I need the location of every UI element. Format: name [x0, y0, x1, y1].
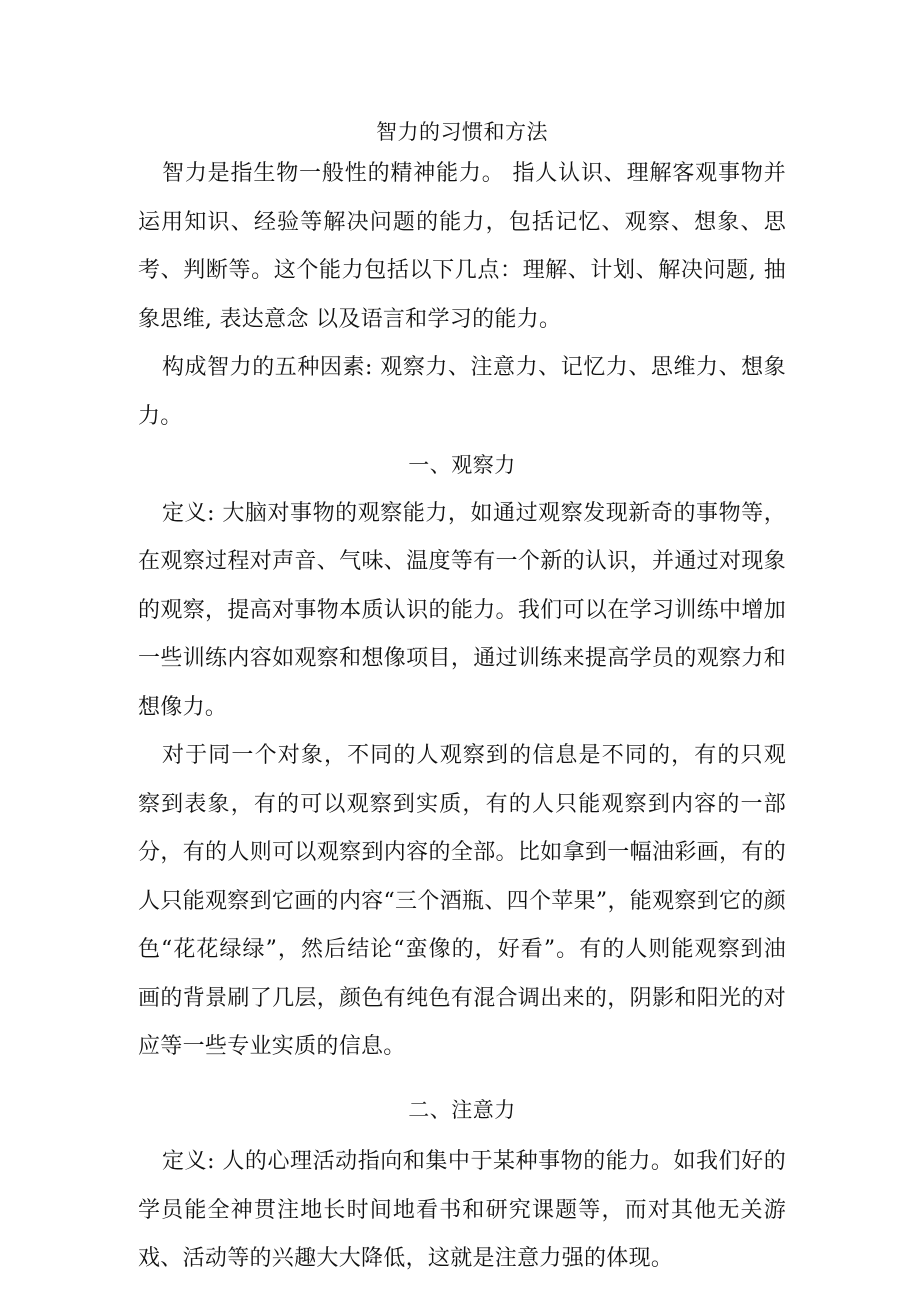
observation-definition-paragraph: 定义: 大脑对事物的观察能力，如通过观察发现新奇的事物等，在观察过程对声音、气味、温度等有一个新的认识，并通过对现象的观察，提高对事物本质认识的能力。我们可以在学习训练中增加一些训练内容如观察和想像项目，通过训练来提高学员的观察力和想像力。	[138, 500, 786, 720]
section-heading-attention: 二、注意力	[408, 1097, 516, 1122]
document-title: 智力的习惯和方法	[376, 120, 548, 144]
attention-definition-paragraph: 定义: 人的心理活动指向和集中于某种事物的能力。如我们好的学员能全神贯注地长时间地看书和研究课题等，而对其他无关游戏、活动等的兴趣大大降低，这就是注意力强的体现。	[138, 1149, 786, 1271]
document-body	[138, 114, 786, 1284]
intro-paragraph-1: 智力是指生物一般性的精神能力。 指人认识、理解客观事物并运用知识、经验等解决问题的能力，包括记忆、观察、想象、思考、判断等。这个能力包括以下几点：理解、计划、解决问题, 抽象思维, 表达意念 以及语言和学习的能力。	[138, 161, 786, 332]
section-heading-observation: 一、观察力	[408, 453, 516, 477]
intro-paragraph-2: 构成智力的五种因素: 观察力、注意力、记忆力、思维力、想象力。	[138, 355, 786, 429]
observation-example-paragraph: 对于同一个对象，不同的人观察到的信息是不同的，有的只观察到表象，有的可以观察到实质，有的人只能观察到内容的一部分，有的人则可以观察到内容的全部。比如拿到一幅油彩画，有的人只能观察到它画的内容“三个酒瓶、四个苹果”，能观察到它的颜色“花花绿绿”，然后结论“蛮像的，好看”。有的人则能观察到油画的背景刷了几层，颜色有纯色有混合调出来的，阴影和阳光的对应等一些专业实质的信息。	[138, 743, 786, 1059]
